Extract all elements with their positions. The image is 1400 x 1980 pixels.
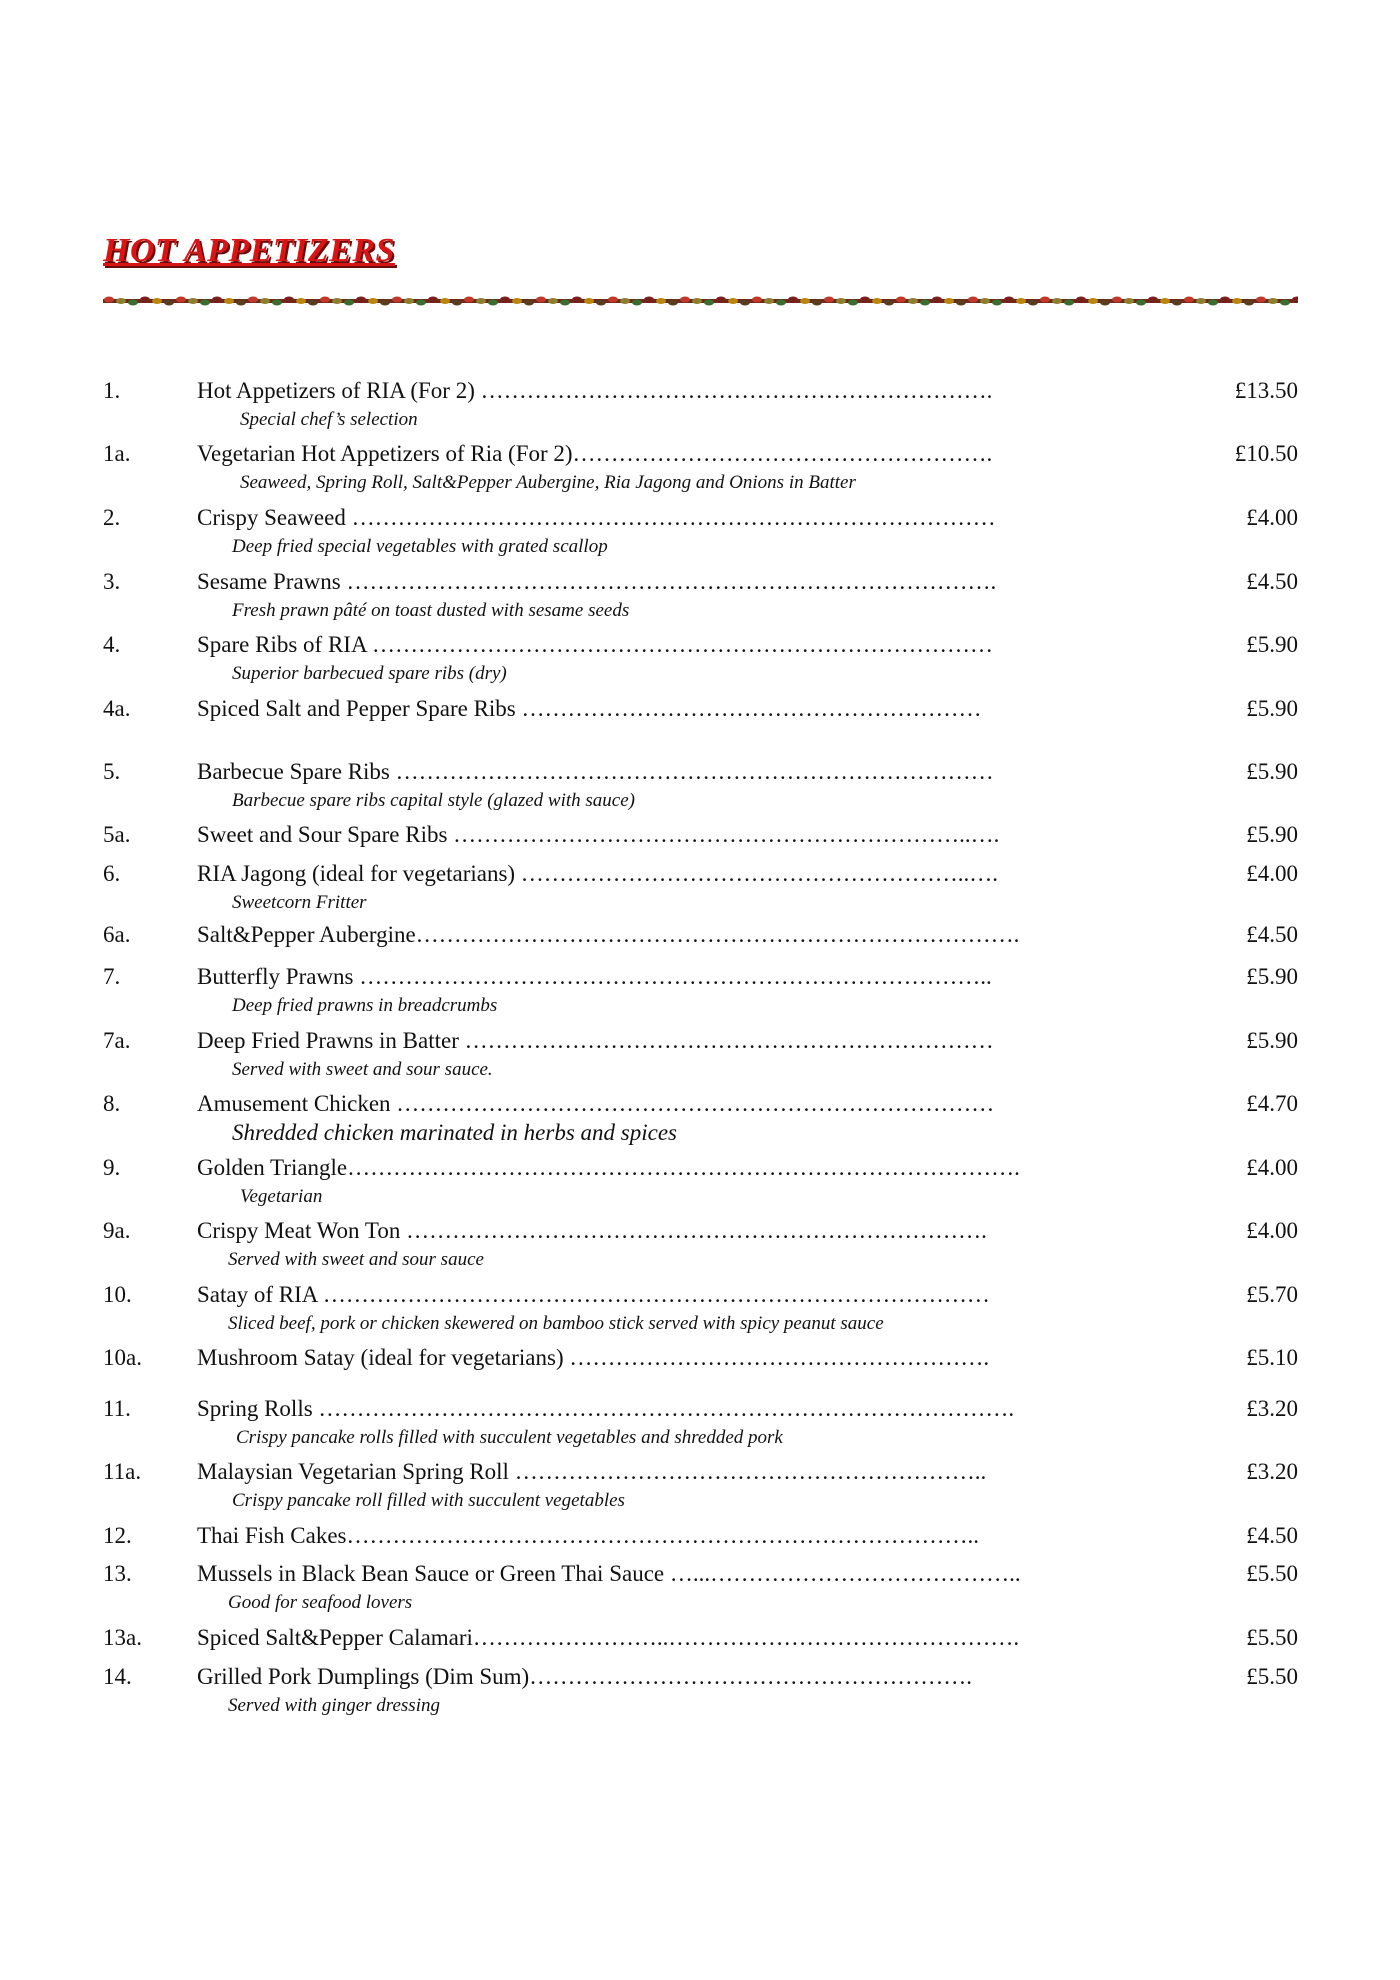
menu-item xyxy=(0,818,1400,852)
item-description: Served with ginger dressing xyxy=(228,1695,440,1716)
item-number: 6a. xyxy=(103,922,131,947)
item-name: Malaysian Vegetarian Spring Roll …………………………………………………….. xyxy=(197,1459,987,1484)
menu-item xyxy=(0,755,1400,789)
item-number: 7. xyxy=(103,964,121,989)
item-description: Deep fried special vegetables with grated scallop xyxy=(232,536,608,557)
item-number: 6. xyxy=(103,861,121,886)
item-number: 4. xyxy=(103,632,121,657)
item-price: £3.20 xyxy=(1246,1396,1298,1421)
menu-item xyxy=(0,1660,1400,1694)
item-name: Amusement Chicken …………………………………………………………………… xyxy=(197,1091,995,1116)
item-description: Shredded chicken marinated in herbs and spices xyxy=(232,1120,677,1145)
item-price: £5.90 xyxy=(1246,759,1298,784)
item-name: RIA Jagong (ideal for vegetarians) …………………………………………………..…. xyxy=(197,861,999,886)
menu-item xyxy=(0,1341,1400,1375)
item-description: Deep fried prawns in breadcrumbs xyxy=(232,995,498,1016)
item-number: 7a. xyxy=(103,1028,131,1053)
item-name: Spiced Salt and Pepper Spare Ribs …………………………………………………… xyxy=(197,696,982,721)
item-price: £5.50 xyxy=(1246,1561,1298,1586)
item-price: £5.70 xyxy=(1246,1282,1298,1307)
menu-item xyxy=(0,501,1400,535)
item-number: 13a. xyxy=(103,1625,142,1650)
menu-item xyxy=(0,1455,1400,1489)
item-name: Crispy Seaweed ………………………………………………………………………… xyxy=(197,505,996,530)
item-number: 5. xyxy=(103,759,121,784)
item-price: £4.00 xyxy=(1246,1155,1298,1180)
item-description: Seaweed, Spring Roll, Salt&Pepper Aubergine, Ria Jagong and Onions in Batter xyxy=(240,472,856,493)
item-number: 5a. xyxy=(103,822,131,847)
item-price: £5.90 xyxy=(1246,696,1298,721)
item-number: 1a. xyxy=(103,441,131,466)
page-title: HOT APPETIZERS xyxy=(103,232,395,269)
item-name: Mushroom Satay (ideal for vegetarians) ………………………………………………. xyxy=(197,1345,990,1370)
menu-item xyxy=(0,1519,1400,1553)
item-price: £4.70 xyxy=(1246,1091,1298,1116)
item-description: Fresh prawn pâté on toast dusted with sesame seeds xyxy=(232,600,630,621)
item-price: £5.90 xyxy=(1246,632,1298,657)
item-price: £5.90 xyxy=(1246,822,1298,847)
menu-item xyxy=(0,1024,1400,1058)
menu-item xyxy=(0,1392,1400,1426)
item-name: Barbecue Spare Ribs …………………………………………………………………… xyxy=(197,759,994,784)
item-number: 2. xyxy=(103,505,121,530)
item-name: Satay of RIA …………………………………………………………………………… xyxy=(197,1282,990,1307)
item-price: £5.10 xyxy=(1246,1345,1298,1370)
item-name: Vegetarian Hot Appetizers of Ria (For 2)………………………………………………. xyxy=(197,441,993,466)
item-description: Good for seafood lovers xyxy=(228,1592,413,1613)
item-price: £10.50 xyxy=(1234,441,1298,466)
item-number: 4a. xyxy=(103,696,131,721)
item-name: Grilled Pork Dumplings (Dim Sum)…………………………………………………. xyxy=(197,1664,972,1689)
menu-item xyxy=(0,1087,1400,1121)
item-description: Special chef’s selection xyxy=(240,409,418,430)
item-price: £5.90 xyxy=(1246,1028,1298,1053)
item-description: Crispy pancake rolls filled with succulent vegetables and shredded pork xyxy=(236,1427,783,1448)
item-number: 14. xyxy=(103,1664,132,1689)
item-description: Sweetcorn Fritter xyxy=(232,892,367,913)
item-price: £4.50 xyxy=(1246,922,1298,947)
menu-item xyxy=(0,1557,1400,1591)
item-number: 9a. xyxy=(103,1218,131,1243)
item-description: Superior barbecued spare ribs (dry) xyxy=(232,663,507,684)
menu-item xyxy=(0,1151,1400,1185)
item-name: Crispy Meat Won Ton …………………………………………………………………. xyxy=(197,1218,987,1243)
item-name: Sweet and Sour Spare Ribs …………………………………………………………..…. xyxy=(197,822,1000,847)
item-description: Served with sweet and sour sauce xyxy=(228,1249,484,1270)
item-number: 1. xyxy=(103,378,121,403)
item-price: £13.50 xyxy=(1234,378,1298,403)
menu-item xyxy=(0,565,1400,599)
item-number: 8. xyxy=(103,1091,121,1116)
item-name: Golden Triangle……………………………………………………………………………. xyxy=(197,1155,1020,1180)
menu-item xyxy=(0,374,1400,408)
item-name: Salt&Pepper Aubergine……………………………………………………………………. xyxy=(197,922,1020,947)
menu-item xyxy=(0,1621,1400,1655)
item-number: 10. xyxy=(103,1282,132,1307)
menu-item xyxy=(0,918,1400,952)
item-description: Sliced beef, pork or chicken skewered on bamboo stick served with spicy peanut sauce xyxy=(228,1313,884,1334)
item-price: £4.00 xyxy=(1246,505,1298,530)
item-price: £5.90 xyxy=(1246,964,1298,989)
item-price: £4.50 xyxy=(1246,569,1298,594)
item-description: Vegetarian xyxy=(240,1186,323,1207)
item-name: Spare Ribs of RIA ……………………………………………………………………… xyxy=(197,632,994,657)
item-number: 9. xyxy=(103,1155,121,1180)
item-price: £4.50 xyxy=(1246,1523,1298,1548)
item-number: 12. xyxy=(103,1523,132,1548)
item-price: £5.50 xyxy=(1246,1664,1298,1689)
item-name: Deep Fried Prawns in Batter …………………………………………………………… xyxy=(197,1028,994,1053)
item-number: 3. xyxy=(103,569,121,594)
item-description: Served with sweet and sour sauce. xyxy=(232,1059,493,1080)
menu-item xyxy=(0,628,1400,662)
item-name: Butterfly Prawns ……………………………………………………………………….. xyxy=(197,964,992,989)
item-name: Thai Fish Cakes……………………………………………………………………….. xyxy=(197,1523,979,1548)
menu-item xyxy=(0,437,1400,471)
item-name: Spiced Salt&Pepper Calamari……………………..………………………………………. xyxy=(197,1625,1020,1650)
item-number: 10a. xyxy=(103,1345,142,1370)
item-price: £4.00 xyxy=(1246,1218,1298,1243)
item-price: £3.20 xyxy=(1246,1459,1298,1484)
menu-item xyxy=(0,692,1400,726)
item-name: Spring Rolls ………………………………………………………………………………. xyxy=(197,1396,1015,1421)
menu-item xyxy=(0,857,1400,891)
item-name: Sesame Prawns …………………………………………………………………………. xyxy=(197,569,997,594)
item-price: £5.50 xyxy=(1246,1625,1298,1650)
item-number: 13. xyxy=(103,1561,132,1586)
menu-item xyxy=(0,960,1400,994)
item-description: Crispy pancake roll filled with succulent vegetables xyxy=(232,1490,625,1511)
item-number: 11. xyxy=(103,1396,131,1421)
item-number: 11a. xyxy=(103,1459,142,1484)
menu-item xyxy=(0,1214,1400,1248)
menu-item xyxy=(0,1278,1400,1312)
item-name: Mussels in Black Bean Sauce or Green Thai Sauce …...………………………………….. xyxy=(197,1561,1021,1586)
item-name: Hot Appetizers of RIA (For 2) …………………………………………………………. xyxy=(197,378,993,403)
item-description: Barbecue spare ribs capital style (glazed with sauce) xyxy=(232,790,635,811)
item-price: £4.00 xyxy=(1246,861,1298,886)
